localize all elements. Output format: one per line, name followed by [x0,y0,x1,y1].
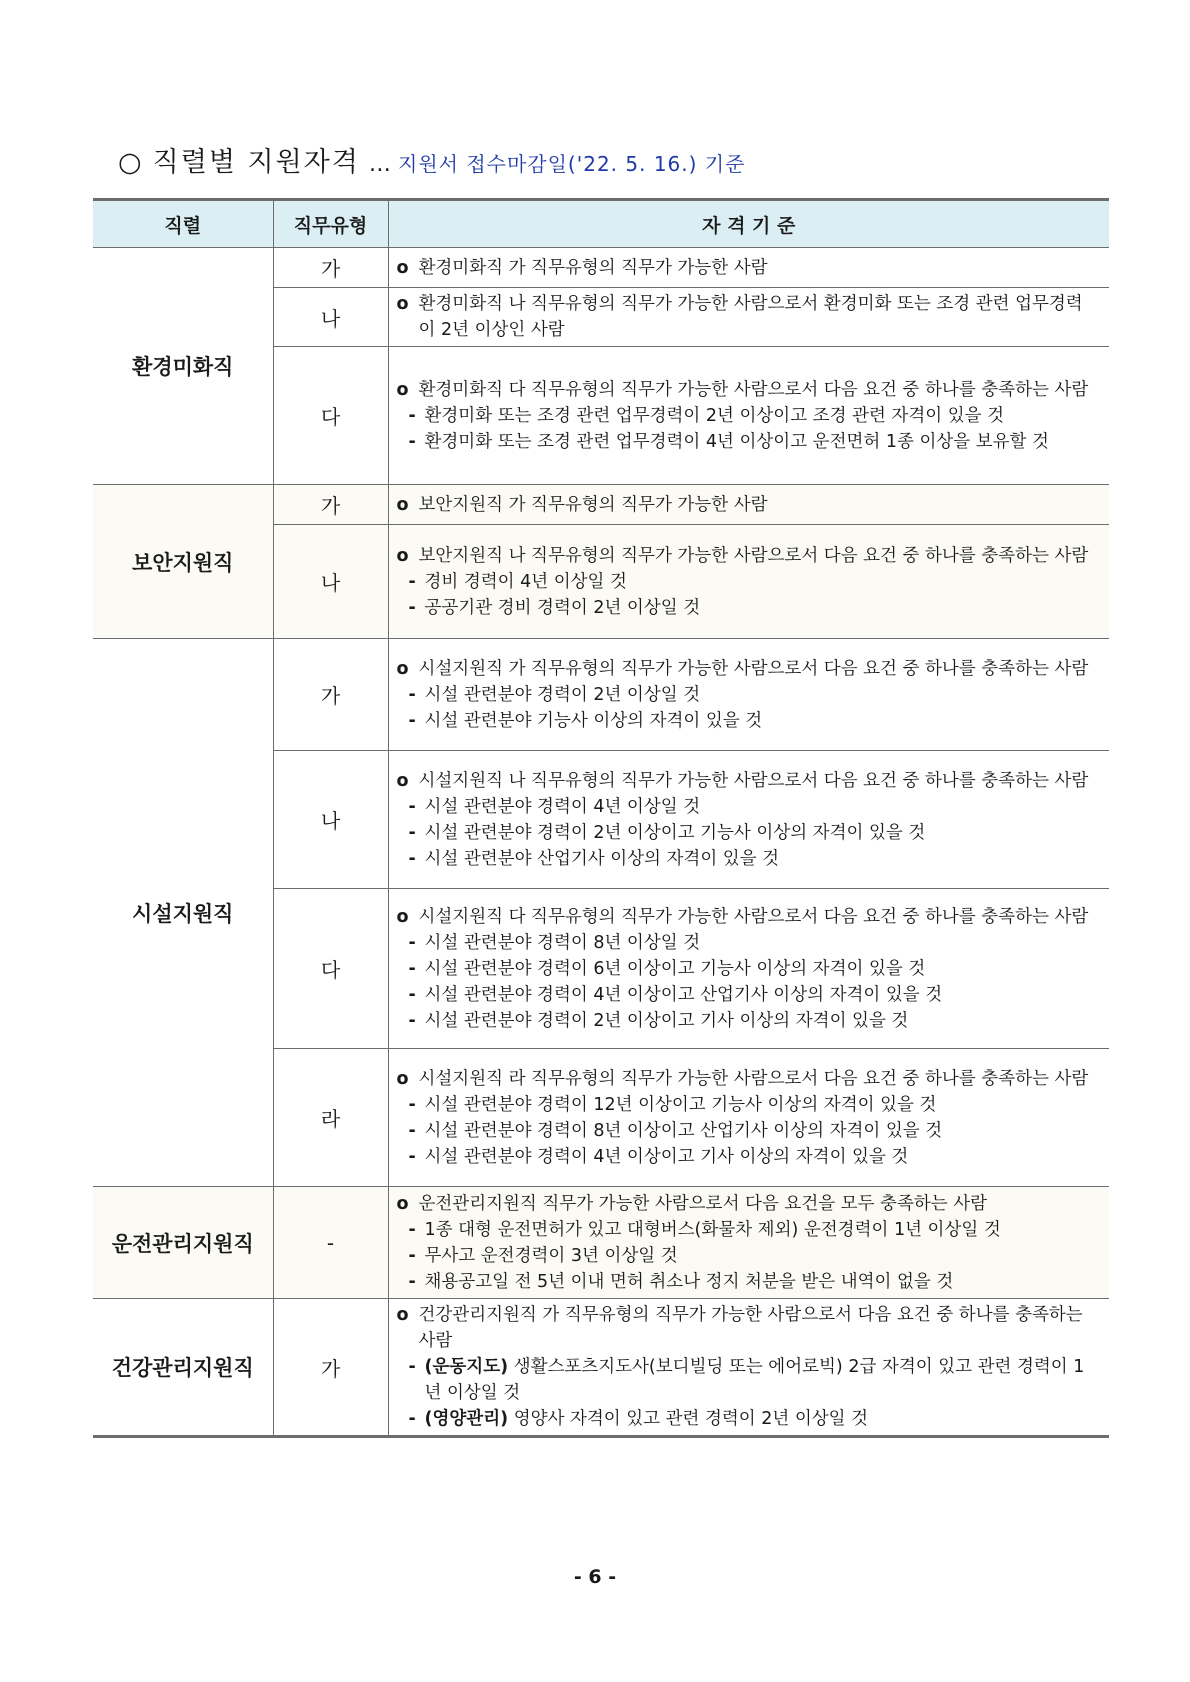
criteria-subitem [397,1144,1100,1170]
criteria-subitem [397,1092,1100,1118]
circle-bullet-icon: o [396,906,409,927]
criteria-text: 건강관리지원직 가 직무유형의 직무가 가능한 사람으로서 다음 요건 중 하나를 충족하는 사람 [418,1305,1083,1351]
table-header-row [93,200,1109,248]
job-type-cell: 가 [273,485,388,525]
criteria-field-label: (운동지도) [424,1357,509,1377]
header-category: 직렬 [93,200,273,248]
dash-bullet: - [408,984,416,1005]
circle-bullet-icon: o [396,294,409,314]
criteria-text: 운전관리지원직 직무가 가능한 사람으로서 다음 요건을 모두 충족하는 사람 [418,1193,988,1214]
criteria-text: 시설 관련분야 경력이 4년 이상이고 기사 이상의 자격이 있을 것 [424,1146,909,1167]
dash-bullet: - [408,1146,416,1167]
criteria-text [425,1406,1100,1432]
dash-bullet: - [408,1357,416,1377]
criteria-item [397,255,1100,281]
criteria-text: 시설 관련분야 경력이 2년 이상일 것 [424,684,701,705]
criteria-text: 보안지원직 가 직무유형의 직무가 가능한 사람 [418,494,768,515]
circle-bullet-icon: o [396,379,409,400]
dash-bullet: - [408,958,416,979]
criteria-text: 시설 관련분야 경력이 6년 이상이고 기능사 이상의 자격이 있을 것 [424,958,926,979]
category-cell: 운전관리지원직 [93,1187,273,1299]
dash-bullet: - [408,796,416,817]
header-job-type: 직무유형 [273,200,388,248]
criteria-item [397,656,1100,682]
dash-bullet: - [408,1010,416,1031]
category-cell: 환경미화직 [93,248,273,485]
dash-bullet: - [408,1094,416,1115]
table-body [93,248,1109,1437]
section-heading [118,140,745,179]
criteria-text: 시설 관련분야 경력이 4년 이상일 것 [424,796,701,817]
criteria-text: 환경미화 또는 조경 관련 업무경력이 2년 이상이고 조경 관련 자격이 있을 것 [424,405,1004,426]
criteria-cell [388,288,1109,347]
dash-bullet: - [408,405,416,426]
circle-bullet-icon: o [396,1193,409,1214]
criteria-subitem [397,708,1100,734]
job-type-cell: 다 [273,347,388,485]
criteria-cell [388,1049,1109,1187]
criteria-cell [388,1187,1109,1299]
table-row [93,248,1109,288]
criteria-text: 경비 경력이 4년 이상일 것 [424,571,627,592]
dash-bullet: - [408,1120,416,1141]
table-row [93,485,1109,525]
criteria-cell [388,485,1109,525]
criteria-text: 환경미화직 다 직무유형의 직무가 가능한 사람으로서 다음 요건 중 하나를 충족하는 사람 [418,379,1089,400]
criteria-item [397,1302,1100,1354]
criteria-subitem [397,794,1100,820]
criteria-subitem [397,1269,1100,1295]
job-type-cell: 가 [273,248,388,288]
criteria-subitem [397,429,1100,455]
criteria-cell [388,1299,1109,1437]
circle-bullet-icon: o [396,1068,409,1089]
table-row [93,1299,1109,1437]
criteria-subitem [397,403,1100,429]
job-type-cell: 다 [273,889,388,1049]
criteria-subitem [397,1008,1100,1034]
dash-bullet: - [408,822,416,843]
dash-bullet: - [408,1409,416,1429]
criteria-subitem [397,930,1100,956]
criteria-item [397,904,1100,930]
table-row [93,1187,1109,1299]
category-cell: 시설지원직 [93,639,273,1187]
criteria-cell [388,751,1109,889]
criteria-text: 시설지원직 라 직무유형의 직무가 가능한 사람으로서 다음 요건 중 하나를 충족하는 사람 [418,1068,1089,1089]
criteria-text: 1종 대형 운전면허가 있고 대형버스(화물차 제외) 운전경력이 1년 이상일 것 [424,1219,1001,1240]
criteria-cell [388,248,1109,288]
criteria-text: 채용공고일 전 5년 이내 면허 취소나 정지 처분을 받은 내역이 없을 것 [424,1271,954,1292]
criteria-subitem [397,846,1100,872]
criteria-item [397,291,1100,343]
circle-bullet-icon: o [396,658,409,679]
dash-bullet: - [408,710,416,731]
category-cell: 건강관리지원직 [93,1299,273,1437]
criteria-text: 시설지원직 다 직무유형의 직무가 가능한 사람으로서 다음 요건 중 하나를 충족하는 사람 [418,906,1089,927]
circle-bullet-icon: o [396,545,409,566]
page-number: - 6 - [573,1566,617,1588]
criteria-item [397,492,1100,518]
criteria-text: 시설지원직 나 직무유형의 직무가 가능한 사람으로서 다음 요건 중 하나를 충족하는 사람 [418,770,1089,791]
dash-bullet: - [408,1271,416,1292]
deadline-note: 지원서 접수마감일('22. 5. 16.) 기준 [398,152,746,176]
criteria-subitem [397,682,1100,708]
dash-bullet: - [408,597,416,618]
criteria-item [397,1066,1100,1092]
criteria-text [425,1354,1100,1406]
criteria-cell [388,525,1109,639]
criteria-text: 보안지원직 나 직무유형의 직무가 가능한 사람으로서 다음 요건 중 하나를 충족하는 사람 [418,545,1089,566]
criteria-text: 공공기관 경비 경력이 2년 이상일 것 [424,597,701,618]
table-row [93,639,1109,751]
header-criteria: 자 격 기 준 [388,200,1109,248]
job-type-cell: 라 [273,1049,388,1187]
job-type-cell: - [273,1187,388,1299]
qualification-table [93,198,1109,1438]
job-type-cell: 나 [273,525,388,639]
criteria-item [397,768,1100,794]
criteria-item [397,543,1100,569]
criteria-text: 시설 관련분야 경력이 8년 이상이고 산업기사 이상의 자격이 있을 것 [424,1120,943,1141]
job-type-cell: 나 [273,751,388,889]
circle-bullet-icon: ○ [118,147,142,178]
job-type-cell: 가 [273,1299,388,1437]
criteria-cell [388,347,1109,485]
criteria-text-body: 영양사 자격이 있고 관련 경력이 2년 이상일 것 [508,1409,869,1429]
job-type-cell: 가 [273,639,388,751]
section-title: 직렬별 지원자격 [152,147,360,178]
criteria-subitem [397,1243,1100,1269]
circle-bullet-icon: o [396,257,409,278]
criteria-text: 시설 관련분야 기능사 이상의 자격이 있을 것 [424,710,763,731]
criteria-text: 환경미화직 가 직무유형의 직무가 가능한 사람 [418,257,768,278]
criteria-field-label: (영양관리) [424,1409,509,1429]
criteria-subitem [397,982,1100,1008]
criteria-subitem [397,1217,1100,1243]
circle-bullet-icon: o [396,770,409,791]
criteria-text: 환경미화직 나 직무유형의 직무가 가능한 사람으로서 환경미화 또는 조경 관련 업무경력이 2년 이상인 사람 [418,294,1083,340]
criteria-item [397,377,1100,403]
criteria-subitem [397,956,1100,982]
criteria-text: 환경미화 또는 조경 관련 업무경력이 4년 이상이고 운전면허 1종 이상을 보유할 것 [424,431,1049,452]
criteria-text: 시설 관련분야 경력이 2년 이상이고 기사 이상의 자격이 있을 것 [424,1010,909,1031]
criteria-text: 시설지원직 가 직무유형의 직무가 가능한 사람으로서 다음 요건 중 하나를 충족하는 사람 [418,658,1089,679]
criteria-subitem [397,1406,1100,1432]
criteria-cell [388,889,1109,1049]
dash-bullet: - [408,684,416,705]
criteria-subitem [397,569,1100,595]
criteria-subitem [397,1354,1100,1406]
criteria-item [397,1191,1100,1217]
dash-bullet: - [408,571,416,592]
dash-bullet: - [408,1245,416,1266]
criteria-text: 시설 관련분야 경력이 4년 이상이고 산업기사 이상의 자격이 있을 것 [424,984,943,1005]
criteria-text: 시설 관련분야 산업기사 이상의 자격이 있을 것 [424,848,780,869]
criteria-text: 시설 관련분야 경력이 2년 이상이고 기능사 이상의 자격이 있을 것 [424,822,926,843]
criteria-cell [388,639,1109,751]
category-cell: 보안지원직 [93,485,273,639]
criteria-subitem [397,820,1100,846]
circle-bullet-icon: o [396,494,409,515]
criteria-subitem [397,595,1100,621]
criteria-subitem [397,1118,1100,1144]
dash-bullet: - [408,1219,416,1240]
criteria-text: 무사고 운전경력이 3년 이상일 것 [424,1245,678,1266]
circle-bullet-icon: o [396,1305,409,1325]
dash-bullet: - [408,848,416,869]
title-ellipsis: … [368,152,391,177]
dash-bullet: - [408,932,416,953]
dash-bullet: - [408,431,416,452]
job-type-cell: 나 [273,288,388,347]
criteria-text-body: 생활스포츠지도사(보디빌딩 또는 에어로빅) 2급 자격이 있고 관련 경력이 1년 이상일 것 [424,1357,1085,1403]
criteria-text: 시설 관련분야 경력이 8년 이상일 것 [424,932,701,953]
criteria-text: 시설 관련분야 경력이 12년 이상이고 기능사 이상의 자격이 있을 것 [424,1094,937,1115]
